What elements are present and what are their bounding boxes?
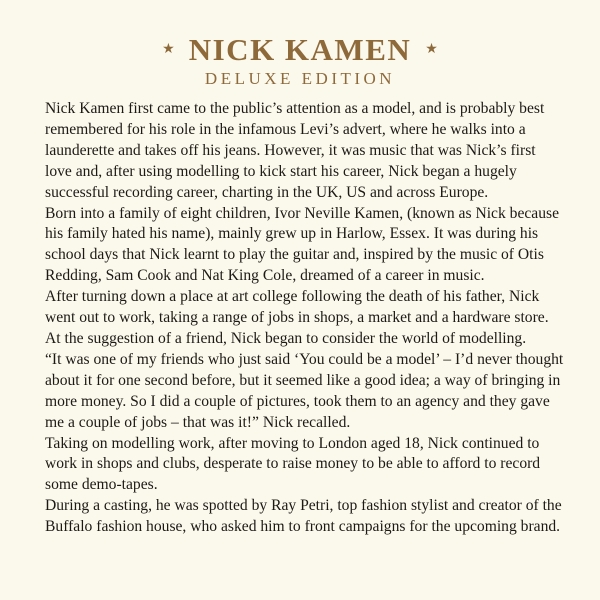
paragraph: “It was one of my friends who just said ‘You could be a model’ – I’d never thought about it for one second before, but it seemed like a good idea; a way of bringing in more money. So I did a couple of pictures, took them to an agency and they gave me a couple of jobs – that was it!” Nick recalled. <box>45 350 564 431</box>
paragraph: During a casting, he was spotted by Ray Petri, top fashion stylist and creator of the Buffalo fashion house, who asked him to front campaigns for the upcoming brand. <box>45 497 562 536</box>
page-subtitle: DELUXE EDITION <box>204 69 396 88</box>
page-title: NICK KAMEN <box>188 32 412 67</box>
paragraph: Taking on modelling work, after moving to London aged 18, Nick continued to work in shops and clubs, desperate to raise money to be able to afford to record some demo-tapes. <box>45 434 541 494</box>
title-row <box>0 32 600 68</box>
header <box>0 32 600 89</box>
paragraph: After turning down a place at art college following the death of his father, Nick went out to work, taking a range of jobs in shops, a market and a hardware store. At the suggestion of a friend, Nick began to consider the world of modelling. <box>45 288 549 347</box>
star-left-icon: ★ <box>162 42 175 57</box>
star-right-icon: ★ <box>425 42 438 57</box>
paragraph: Nick Kamen first came to the public’s attention as a model, and is probably best remembered for his role in the infamous Levi’s advert, where he walks into a launderette and takes off his jeans. However, it was music that was Nick’s first love and, after using modelling to kick start his career, Nick began a hugely successful recording career, charting in the UK, US and across Europe. <box>45 100 545 201</box>
paragraph: Born into a family of eight children, Ivor Neville Kamen, (known as Nick because his family hated his name), mainly grew up in Harlow, Essex. It was during his school days that Nick learnt to play the guitar and, inspired by the music of Otis Redding, Sam Cook and Nat King Cole, dreamed of a career in music. <box>45 204 560 285</box>
biography-text <box>45 99 565 538</box>
